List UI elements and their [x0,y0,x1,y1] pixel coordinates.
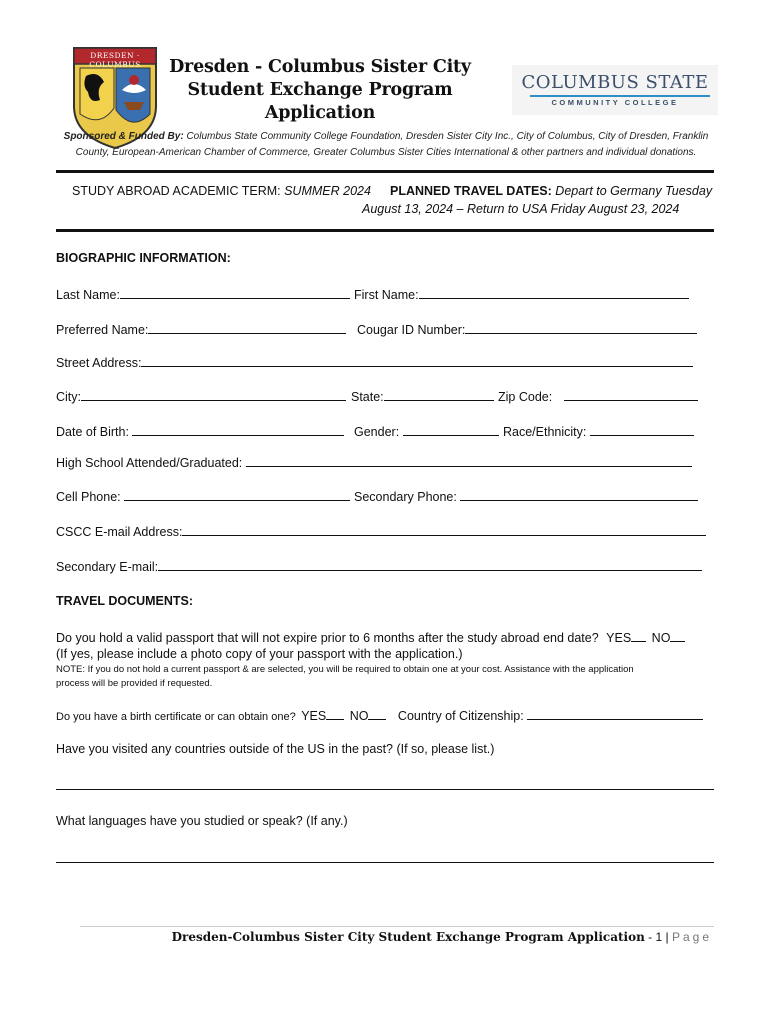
birth-no-input[interactable] [368,706,386,720]
cscc-email-input[interactable] [182,522,706,536]
secondary-phone-label: Secondary Phone: [354,490,457,504]
last-name-label: Last Name: [56,288,120,302]
languages-question: What languages have you studied or speak? (If any.) [56,814,348,828]
passport-note: (If yes, please include a photo copy of your passport with the application.) [56,647,463,661]
zip-code-input[interactable] [564,387,698,401]
state-field[interactable] [351,387,494,405]
city-field[interactable] [56,387,346,405]
columbus-state-logo [512,65,718,115]
divider-top [56,170,714,173]
travel-line-2: August 13, 2024 – Return to USA Friday August 23, 2024 [362,202,680,216]
race-field[interactable] [503,422,694,440]
secondary-email-input[interactable] [158,557,702,571]
cougar-id-field[interactable] [357,320,697,338]
term-label: STUDY ABROAD ACADEMIC TERM: [72,184,281,198]
state-label: State: [351,390,384,404]
travel-label: PLANNED TRAVEL DATES: [390,184,552,198]
cougar-id-label: Cougar ID Number: [357,323,466,337]
academic-term [72,183,371,199]
passport-no-input[interactable] [670,628,685,642]
street-address-field[interactable] [56,353,693,371]
preferred-name-input[interactable] [148,320,346,334]
dob-label: Date of Birth: [56,425,129,439]
footer-page-word: Page [671,930,712,944]
city-input[interactable] [81,387,346,401]
footer-title: Dresden-Columbus Sister City Student Exchange Program Application [171,930,645,944]
travel-line-1: Depart to Germany Tuesday [555,184,713,198]
seal-text: DRESDEN · COLUMBUS [89,51,141,69]
secondary-phone-field[interactable] [354,487,698,505]
term-value: SUMMER 2024 [284,184,371,198]
cougar-id-input[interactable] [465,320,697,334]
cell-phone-input[interactable] [124,487,350,501]
cscc-email-field[interactable] [56,522,706,540]
page-title [150,56,490,125]
cscc-email-label: CSCC E-mail Address: [56,525,183,539]
zip-code-label: Zip Code: [498,390,553,404]
secondary-email-label: Secondary E-mail: [56,560,159,574]
page-footer [172,930,712,944]
footer-divider [80,926,714,927]
cell-phone-label: Cell Phone: [56,490,121,504]
visited-countries-question: Have you visited any countries outside of the US in the past? (If so, please list.) [56,742,495,756]
passport-yes-input[interactable] [631,628,646,642]
title-line-2: Student Exchange Program [187,80,453,100]
title-line-3: Application [264,103,376,123]
first-name-input[interactable] [419,285,689,299]
street-address-input[interactable] [141,353,693,367]
zip-code-field[interactable] [498,387,698,405]
secondary-email-field[interactable] [56,557,702,575]
high-school-input[interactable] [246,453,692,467]
citizenship-input[interactable] [527,706,703,720]
preferred-name-field[interactable] [56,320,346,338]
sponsor-label: Sponsored & Funded By: [63,131,184,142]
passport-question-text: Do you hold a valid passport that will not expire prior to 6 months after the study abroad end date? [56,631,599,645]
gender-input[interactable] [403,422,499,436]
birth-yes-label: YES [301,709,327,723]
sponsor-line-1: Columbus State Community College Foundation, Dresden Sister City Inc., City of Columbus, City of Dresden, Franklin [186,131,709,142]
dob-field[interactable] [56,422,344,440]
state-input[interactable] [384,387,494,401]
birth-certificate-question [56,706,703,725]
logo-main-text: COLUMBUS STATE [521,72,709,93]
passport-fine-print [56,663,716,691]
passport-question [56,628,685,646]
race-input[interactable] [590,422,694,436]
birth-no-label: NO [349,709,369,723]
high-school-field[interactable] [56,453,692,471]
last-name-input[interactable] [120,285,350,299]
logo-sub-text: COMMUNITY COLLEGE [551,98,679,107]
passport-no-label: NO [651,631,671,645]
high-school-label: High School Attended/Graduated: [56,456,243,470]
dob-input[interactable] [132,422,344,436]
secondary-phone-input[interactable] [460,487,698,501]
logo-rule [530,95,710,97]
sponsor-text [56,129,716,161]
race-label: Race/Ethnicity: [503,425,587,439]
first-name-label: First Name: [354,288,419,302]
preferred-name-label: Preferred Name: [56,323,149,337]
first-name-field[interactable] [354,285,689,303]
street-address-label: Street Address: [56,356,142,370]
divider-bottom [56,229,714,232]
biographic-heading: BIOGRAPHIC INFORMATION: [56,251,231,265]
note-line-2: process will be provided if requested. [56,678,213,689]
citizenship-label: Country of Citizenship: [397,709,524,723]
footer-page-number: - 1 | [648,930,669,944]
birth-yes-input[interactable] [326,706,344,720]
gender-label: Gender: [354,425,400,439]
note-line-1: NOTE: If you do not hold a current passport & are selected, you will be required to obtain one at your cost. Assistance with the application [56,664,634,675]
sponsor-line-2: County, European-American Chamber of Commerce, Greater Columbus Sister Cities International & other partners and individual donations. [75,147,697,158]
languages-input[interactable] [56,862,714,863]
cell-phone-field[interactable] [56,487,350,505]
birth-question-text: Do you have a birth certificate or can obtain one? [56,711,296,723]
city-label: City: [56,390,81,404]
travel-dates [390,183,712,199]
passport-yes-label: YES [606,631,632,645]
last-name-field[interactable] [56,285,350,303]
visited-countries-input[interactable] [56,789,714,790]
gender-field[interactable] [354,422,499,440]
title-line-1: Dresden - Columbus Sister City [169,57,471,77]
travel-documents-heading: TRAVEL DOCUMENTS: [56,594,194,608]
